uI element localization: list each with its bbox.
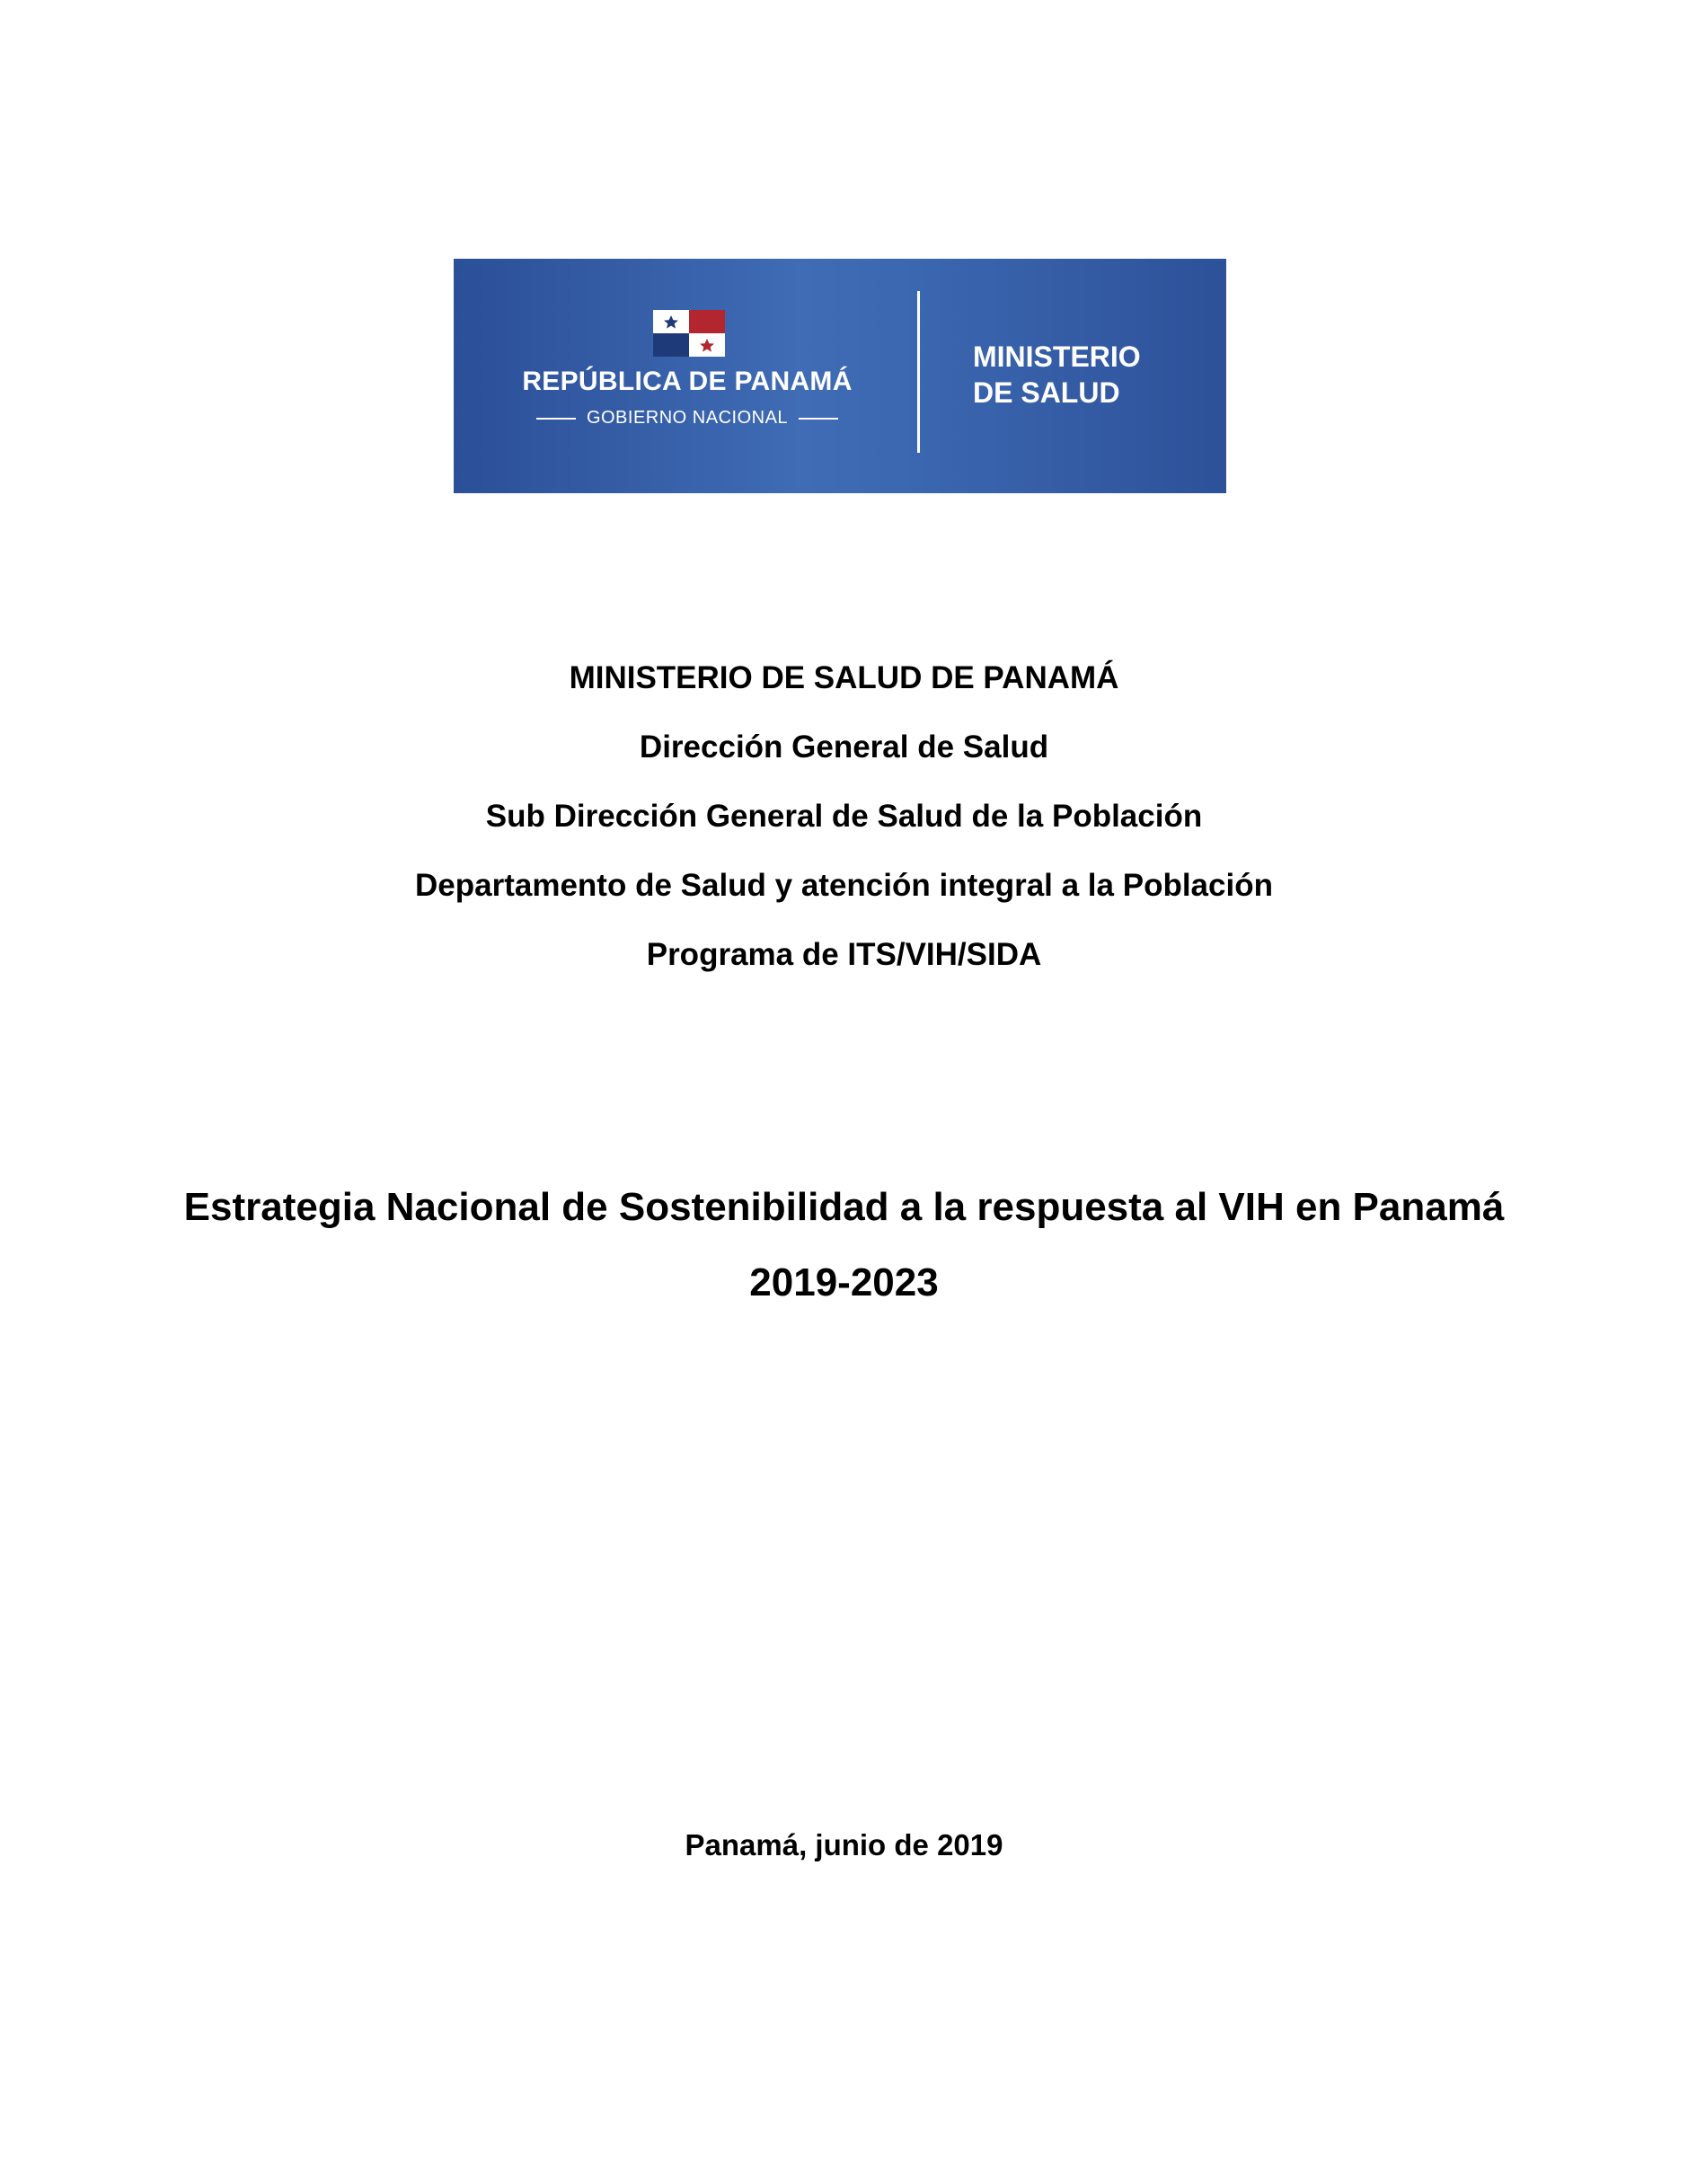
heading-direction: Dirección General de Salud — [639, 729, 1049, 765]
government-label — [508, 408, 867, 429]
title-period: 2019-2023 — [749, 1260, 939, 1304]
panama-flag-icon — [653, 310, 725, 357]
government-name: GOBIERNO NACIONAL — [586, 408, 789, 428]
banner-divider — [917, 291, 920, 453]
country-name: REPÚBLICA DE PANAMÁ — [522, 367, 853, 396]
right-rule — [799, 418, 838, 420]
document-title — [0, 1170, 1688, 1321]
heading-ministry: MINISTERIO DE SALUD DE PANAMÁ — [569, 660, 1119, 695]
place-date: Panamá, junio de 2019 — [685, 1828, 1003, 1861]
left-rule — [536, 418, 576, 420]
ministry-logo-banner — [454, 259, 1226, 493]
ministry-name: MINISTERIO DE SALUD — [973, 340, 1141, 409]
heading-department: Departamento de Salud y atención integral a la Población — [415, 868, 1273, 903]
heading-subdirection: Sub Dirección General de Salud de la Población — [485, 799, 1203, 834]
title-main: Estrategia Nacional de Sostenibilidad a la respuesta al VIH en Panamá — [183, 1185, 1505, 1229]
heading-program: Programa de ITS/VIH/SIDA — [646, 937, 1042, 972]
institution-heading — [0, 643, 1688, 989]
